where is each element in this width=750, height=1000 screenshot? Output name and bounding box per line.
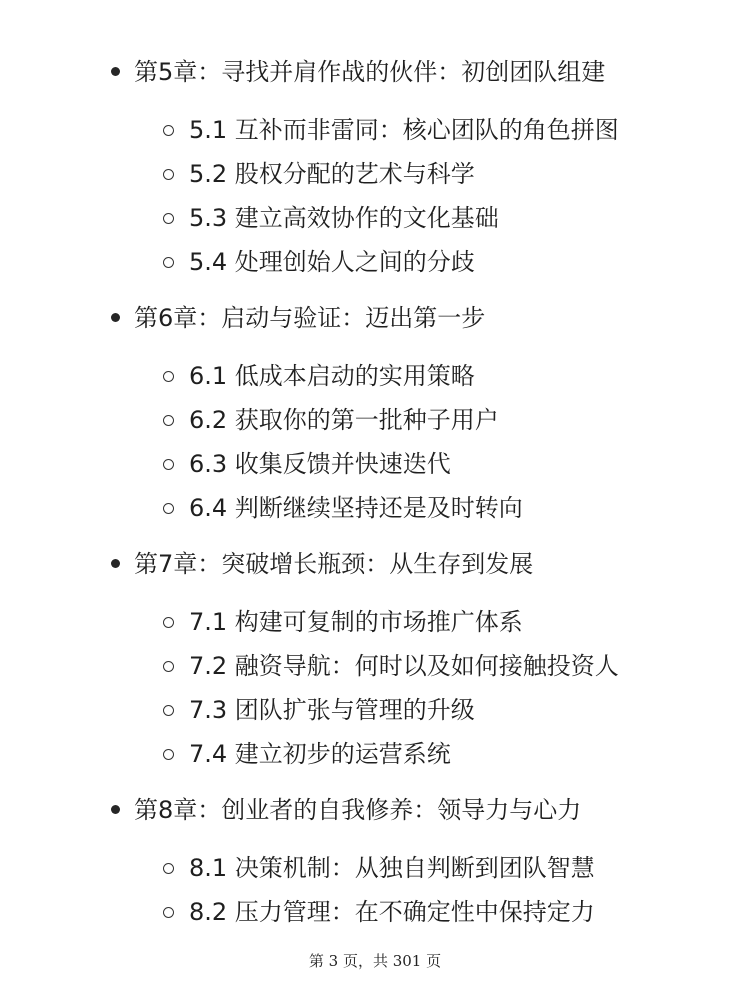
section-item: [0, 648, 750, 688]
section-item: [0, 402, 750, 442]
section-title: 5.3 建立高效协作的文化基础: [189, 204, 499, 232]
bullet-circle-icon: [163, 169, 174, 180]
section-item: [0, 736, 750, 776]
chapter-title: 第7章：突破增长瓶颈：从生存到发展: [134, 550, 534, 578]
section-item: [0, 850, 750, 890]
bullet-circle-icon: [163, 617, 174, 628]
chapter-item: [0, 52, 750, 92]
chapter-item: [0, 544, 750, 584]
bullet-circle-icon: [163, 749, 174, 760]
section-title: 6.3 收集反馈并快速迭代: [189, 450, 451, 478]
bullet-circle-icon: [163, 705, 174, 716]
page-footer: [0, 951, 750, 971]
section-item: [0, 244, 750, 284]
section-item: [0, 200, 750, 240]
section-title: 7.1 构建可复制的市场推广体系: [189, 608, 523, 636]
section-item: [0, 692, 750, 732]
section-item: [0, 446, 750, 486]
section-item: [0, 604, 750, 644]
section-item: [0, 156, 750, 196]
bullet-circle-icon: [163, 907, 174, 918]
bullet-circle-icon: [163, 257, 174, 268]
section-title: 5.4 处理创始人之间的分歧: [189, 248, 475, 276]
bullet-circle-icon: [163, 661, 174, 672]
bullet-circle-icon: [163, 415, 174, 426]
bullet-circle-icon: [163, 371, 174, 382]
bullet-circle-icon: [163, 863, 174, 874]
section-title: 6.1 低成本启动的实用策略: [189, 362, 475, 390]
section-title: 7.3 团队扩张与管理的升级: [189, 696, 475, 724]
section-title: 6.4 判断继续坚持还是及时转向: [189, 494, 523, 522]
section-title: 8.1 决策机制：从独自判断到团队智慧: [189, 854, 595, 882]
bullet-circle-icon: [163, 503, 174, 514]
section-title: 5.2 股权分配的艺术与科学: [189, 160, 475, 188]
bullet-dot-icon: [111, 67, 120, 76]
section-item: [0, 112, 750, 152]
section-title: 5.1 互补而非雷同：核心团队的角色拼图: [189, 116, 619, 144]
section-item: [0, 358, 750, 398]
section-item: [0, 490, 750, 530]
page-number-label: 第 3 页，共 301 页: [308, 952, 442, 970]
section-title: 7.4 建立初步的运营系统: [189, 740, 451, 768]
bullet-circle-icon: [163, 125, 174, 136]
bullet-dot-icon: [111, 805, 120, 814]
chapter-item: [0, 790, 750, 830]
chapter-item: [0, 298, 750, 338]
chapter-title: 第5章：寻找并肩作战的伙伴：初创团队组建: [134, 58, 606, 86]
bullet-dot-icon: [111, 313, 120, 322]
bullet-circle-icon: [163, 459, 174, 470]
section-item: [0, 894, 750, 934]
chapter-title: 第6章：启动与验证：迈出第一步: [134, 304, 486, 332]
section-title: 7.2 融资导航：何时以及如何接触投资人: [189, 652, 619, 680]
bullet-dot-icon: [111, 559, 120, 568]
section-title: 8.2 压力管理：在不确定性中保持定力: [189, 898, 595, 926]
bullet-circle-icon: [163, 213, 174, 224]
chapter-title: 第8章：创业者的自我修养：领导力与心力: [134, 796, 582, 824]
section-title: 6.2 获取你的第一批种子用户: [189, 406, 499, 434]
